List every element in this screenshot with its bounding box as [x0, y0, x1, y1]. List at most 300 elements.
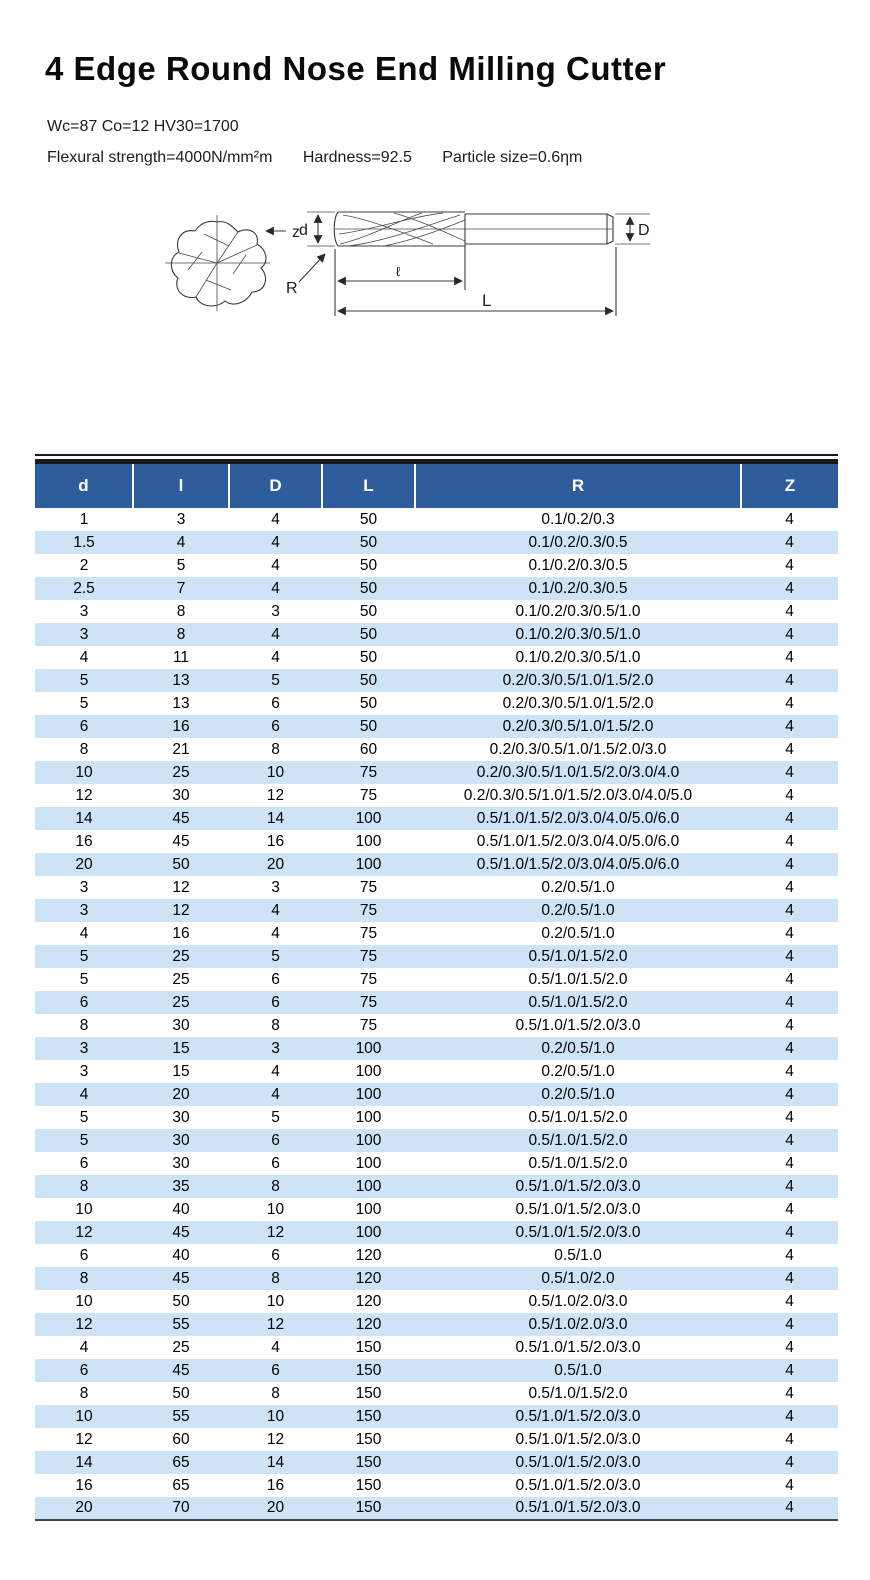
table-cell: 1: [79, 510, 89, 528]
table-cell: 0.1/0.2/0.3: [541, 510, 615, 528]
table-cell: 8: [271, 1177, 280, 1195]
end-mill-drawing: [160, 195, 680, 337]
column-header-D: D: [229, 464, 322, 508]
hardness-spec: Hardness=92.5: [302, 149, 412, 166]
table-cell: 21: [172, 740, 190, 758]
table-cell: 150: [355, 1430, 382, 1448]
table-cell: 4: [271, 648, 280, 666]
table-cell: 50: [359, 579, 378, 597]
table-cell: 50: [172, 1292, 190, 1310]
table-cell: 12: [75, 1315, 93, 1333]
table-row: [35, 945, 838, 968]
table-cell: 3: [271, 602, 280, 620]
table-cell: 75: [359, 878, 378, 896]
table-cell: 150: [355, 1338, 382, 1356]
flute-count-callout: [266, 224, 300, 241]
page-title: 4 Edge Round Nose End Milling Cutter: [45, 50, 667, 87]
table-cell: 4: [785, 878, 794, 896]
table-cell: 0.5/1.0/2.0: [541, 1269, 615, 1287]
table-cell: 16: [266, 1476, 285, 1494]
table-row: [35, 1152, 838, 1175]
table-cell: 150: [355, 1361, 382, 1379]
table-cell: 0.1/0.2/0.3/0.5/1.0: [515, 648, 641, 666]
table-cell: 4: [785, 556, 794, 574]
table-cell: 0.2/0.3/0.5/1.0/1.5/2.0/3.0: [489, 740, 667, 758]
table-cell: 150: [355, 1499, 382, 1517]
table-cell: 10: [266, 1200, 285, 1218]
dim-D: [615, 214, 650, 244]
table-cell: 100: [355, 1177, 382, 1195]
end-view: [165, 215, 270, 311]
table-cell: 25: [172, 970, 190, 988]
table-cell: 150: [355, 1407, 382, 1425]
table-cell: 14: [75, 1453, 93, 1471]
table-cell: 4: [785, 809, 794, 827]
table-cell: 0.2/0.5/1.0: [541, 1039, 615, 1057]
table-row: [35, 876, 838, 899]
table-cell: 120: [355, 1292, 382, 1310]
table-cell: 4: [176, 533, 186, 551]
material-specs: [47, 118, 870, 167]
table-cell: 6: [271, 1246, 280, 1264]
table-row: [35, 761, 838, 784]
table-cell: 4: [785, 1453, 794, 1471]
table-cell: 4: [785, 1223, 794, 1241]
table-row: [35, 1428, 838, 1451]
table-cell: 50: [172, 1384, 190, 1402]
table-cell: 0.5/1.0/1.5/2.0/3.0: [515, 1430, 641, 1448]
table-cell: 0.5/1.0/1.5/2.0: [528, 1131, 628, 1149]
column-header-R: R: [415, 464, 741, 508]
table-cell: 0.5/1.0: [554, 1246, 602, 1264]
table-cell: 100: [355, 1039, 382, 1057]
table-cell: 75: [359, 970, 378, 988]
table-row: [35, 968, 838, 991]
table-cell: 4: [271, 510, 280, 528]
flute-length-label: ℓ: [396, 264, 401, 279]
table-row: [35, 623, 838, 646]
table-cell: 7: [176, 579, 186, 597]
table-cell: 50: [359, 694, 378, 712]
table-cell: 100: [355, 1154, 382, 1172]
table-row: [35, 899, 838, 922]
table-cell: 3: [271, 878, 280, 896]
table-cell: 4: [271, 625, 280, 643]
table-row: [35, 1474, 838, 1497]
table-cell: 4: [785, 602, 794, 620]
table-row: [35, 508, 838, 531]
table-cell: 8: [176, 625, 186, 643]
table-cell: 8: [271, 1384, 280, 1402]
table-cell: 75: [359, 1016, 378, 1034]
table-cell: 60: [172, 1430, 190, 1448]
table-cell: 8: [79, 1177, 89, 1195]
table-cell: 50: [359, 648, 378, 666]
table-cell: 3: [271, 1039, 280, 1057]
dim-d: [299, 212, 335, 246]
table-cell: 4: [785, 1016, 794, 1034]
table-row: [35, 1037, 838, 1060]
table-cell: 150: [355, 1453, 382, 1471]
table-row: [35, 1175, 838, 1198]
table-cell: 3: [79, 1039, 89, 1057]
table-cell: 0.1/0.2/0.3/0.5: [528, 533, 628, 551]
table-cell: 8: [79, 740, 89, 758]
table-header-row: [35, 464, 838, 508]
table-row: [35, 830, 838, 853]
table-cell: 25: [172, 947, 190, 965]
table-cell: 4: [785, 1407, 794, 1425]
flexural-strength-spec: Flexural strength=4000N/mm²m: [47, 149, 273, 166]
table-cell: 4: [785, 1131, 794, 1149]
table-cell: 30: [172, 1131, 190, 1149]
table-cell: 10: [75, 1292, 93, 1310]
table-row: [35, 807, 838, 830]
table-cell: 50: [359, 556, 378, 574]
table-cell: 0.5/1.0/1.5/2.0/3.0: [515, 1200, 641, 1218]
table-cell: 30: [172, 1108, 190, 1126]
table-cell: 25: [172, 993, 190, 1011]
table-cell: 3: [79, 602, 89, 620]
table-row: [35, 1290, 838, 1313]
table-cell: 75: [359, 763, 378, 781]
table-cell: 50: [359, 717, 378, 735]
table-cell: 4: [785, 1246, 794, 1264]
table-cell: 40: [172, 1246, 190, 1264]
table-cell: 4: [785, 625, 794, 643]
table-cell: 8: [79, 1269, 89, 1287]
table-row: [35, 738, 838, 761]
table-cell: 4: [785, 510, 794, 528]
table-cell: 16: [266, 832, 285, 850]
table-cell: 0.2/0.3/0.5/1.0/1.5/2.0: [502, 671, 654, 689]
table-row: [35, 1405, 838, 1428]
table-cell: 8: [271, 740, 280, 758]
column-header-d: d: [35, 464, 133, 508]
table-cell: 1.5: [73, 533, 95, 551]
table-cell: 6: [79, 717, 89, 735]
table-cell: 14: [75, 809, 93, 827]
table-cell: 75: [359, 901, 378, 919]
table-cell: 4: [271, 533, 280, 551]
table-cell: 0.5/1.0/1.5/2.0/3.0: [515, 1407, 641, 1425]
table-cell: 8: [176, 602, 186, 620]
table-cell: 4: [79, 924, 89, 942]
table-cell: 16: [75, 1476, 93, 1494]
table-cell: 0.2/0.3/0.5/1.0/1.5/2.0/3.0/4.0: [476, 763, 680, 781]
table-row: [35, 1497, 838, 1520]
table-cell: 100: [355, 832, 382, 850]
table-cell: 15: [172, 1062, 190, 1080]
table-cell: 120: [355, 1246, 382, 1264]
table-cell: 4: [785, 763, 794, 781]
table-cell: 6: [271, 717, 280, 735]
table-cell: 100: [355, 809, 382, 827]
table-cell: 4: [785, 1039, 794, 1057]
table-cell: 0.5/1.0/1.5/2.0: [528, 1108, 628, 1126]
table-cell: 14: [266, 809, 285, 827]
table-cell: 30: [172, 1154, 190, 1172]
table-cell: 8: [271, 1016, 280, 1034]
table-cell: 0.5/1.0/1.5/2.0/3.0/4.0/5.0/6.0: [476, 832, 680, 850]
table-cell: 0.5/1.0/1.5/2.0: [528, 947, 628, 965]
table-cell: 65: [172, 1476, 190, 1494]
table-cell: 12: [75, 786, 93, 804]
table-cell: 0.2/0.3/0.5/1.0/1.5/2.0: [502, 694, 654, 712]
table-cell: 0.5/1.0/1.5/2.0/3.0/4.0/5.0/6.0: [476, 855, 680, 873]
table-cell: 5: [79, 1131, 89, 1149]
table-cell: 25: [172, 763, 190, 781]
table-cell: 8: [271, 1269, 280, 1287]
table-row: [35, 715, 838, 738]
table-cell: 0.5/1.0/1.5/2.0/3.0: [515, 1453, 641, 1471]
table-cell: 5: [79, 671, 89, 689]
table-cell: 50: [359, 510, 378, 528]
table-cell: 20: [75, 855, 93, 873]
R-label: R: [286, 280, 298, 297]
table-cell: 50: [359, 671, 378, 689]
table-cell: 4: [785, 648, 794, 666]
table-cell: 150: [355, 1384, 382, 1402]
table-row: [35, 1267, 838, 1290]
table-cell: 70: [172, 1499, 190, 1517]
table-cell: 0.2/0.3/0.5/1.0/1.5/2.0: [502, 717, 654, 735]
table-cell: 45: [172, 1269, 190, 1287]
table-cell: 65: [172, 1453, 190, 1471]
table-cell: 100: [355, 1062, 382, 1080]
column-header-Z: Z: [741, 464, 838, 508]
table-row: [35, 1382, 838, 1405]
table-cell: 4: [271, 579, 280, 597]
table-cell: 4: [785, 786, 794, 804]
table-cell: 10: [266, 1407, 285, 1425]
table-cell: 100: [355, 1200, 382, 1218]
dimension-table-section: [35, 454, 838, 1521]
table-cell: 6: [271, 970, 280, 988]
table-cell: 4: [785, 1430, 794, 1448]
table-cell: 4: [785, 924, 794, 942]
column-header-l: l: [133, 464, 229, 508]
table-cell: 120: [355, 1315, 382, 1333]
table-cell: 75: [359, 947, 378, 965]
table-cell: 4: [785, 947, 794, 965]
table-cell: 6: [79, 1154, 89, 1172]
table-cell: 20: [75, 1499, 93, 1517]
table-cell: 0.2/0.5/1.0: [541, 924, 615, 942]
table-cell: 0.5/1.0/2.0/3.0: [528, 1292, 628, 1310]
table-cell: 4: [785, 1200, 794, 1218]
table-row: [35, 1106, 838, 1129]
table-cell: 4: [785, 579, 794, 597]
table-row: [35, 1060, 838, 1083]
table-cell: 3: [79, 901, 89, 919]
table-cell: 16: [75, 832, 93, 850]
table-cell: 100: [355, 1108, 382, 1126]
table-cell: 75: [359, 924, 378, 942]
table-cell: 12: [172, 901, 190, 919]
table-cell: 8: [79, 1016, 89, 1034]
table-cell: 0.5/1.0/1.5/2.0/3.0: [515, 1177, 641, 1195]
table-cell: 0.2/0.5/1.0: [541, 1062, 615, 1080]
table-cell: 0.5/1.0/1.5/2.0: [528, 1154, 628, 1172]
table-row: [35, 1221, 838, 1244]
table-row: [35, 1129, 838, 1152]
table-cell: 3: [79, 625, 89, 643]
table-row: [35, 531, 838, 554]
table-cell: 4: [271, 1338, 280, 1356]
table-cell: 4: [271, 1062, 280, 1080]
table-cell: 0.1/0.2/0.3/0.5/1.0: [515, 625, 641, 643]
table-cell: 50: [172, 855, 190, 873]
table-cell: 4: [79, 1085, 89, 1103]
table-cell: 4: [785, 1269, 794, 1287]
table-cell: 100: [355, 855, 382, 873]
table-cell: 3: [79, 1062, 89, 1080]
table-cell: 12: [266, 786, 285, 804]
table-cell: 6: [271, 993, 280, 1011]
table-cell: 4: [785, 1476, 794, 1494]
table-cell: 3: [79, 878, 89, 896]
table-cell: 10: [75, 1407, 93, 1425]
table-cell: 4: [785, 1384, 794, 1402]
dim-R: [286, 254, 325, 297]
table-cell: 10: [75, 763, 93, 781]
d-label: d: [299, 222, 308, 239]
table-cell: 30: [172, 786, 190, 804]
table-row: [35, 1014, 838, 1037]
specs-line-2: [47, 149, 870, 167]
table-row: [35, 1244, 838, 1267]
table-cell: 0.5/1.0/1.5/2.0/3.0: [515, 1016, 641, 1034]
table-cell: 100: [355, 1085, 382, 1103]
table-cell: 20: [266, 1499, 285, 1517]
table-cell: 0.5/1.0/1.5/2.0: [528, 993, 628, 1011]
table-cell: 45: [172, 809, 190, 827]
table-row: [35, 554, 838, 577]
table-cell: 50: [359, 625, 378, 643]
table-cell: 0.5/1.0/1.5/2.0/3.0/4.0/5.0/6.0: [476, 809, 680, 827]
table-cell: 12: [75, 1430, 93, 1448]
table-row: [35, 669, 838, 692]
table-cell: 55: [172, 1407, 190, 1425]
table-cell: 5: [79, 694, 89, 712]
table-cell: 6: [79, 1361, 89, 1379]
table-cell: 3: [176, 510, 186, 528]
table-row: [35, 922, 838, 945]
table-cell: 4: [785, 740, 794, 758]
table-cell: 4: [785, 671, 794, 689]
table-cell: 5: [176, 556, 186, 574]
table-cell: 0.5/1.0/1.5/2.0: [528, 1384, 628, 1402]
table-cell: 12: [266, 1315, 285, 1333]
table-cell: 6: [271, 1131, 280, 1149]
table-cell: 6: [79, 1246, 89, 1264]
table-cell: 4: [79, 1338, 89, 1356]
table-cell: 4: [785, 1062, 794, 1080]
table-row: [35, 1313, 838, 1336]
particle-size-spec: Particle size=0.6ηm: [442, 149, 583, 166]
table-cell: 0.1/0.2/0.3/0.5: [528, 579, 628, 597]
table-cell: 4: [785, 1315, 794, 1333]
table-cell: 40: [172, 1200, 190, 1218]
table-cell: 150: [355, 1476, 382, 1494]
table-cell: 4: [79, 648, 89, 666]
table-cell: 2: [79, 556, 89, 574]
table-cell: 2.5: [73, 579, 95, 597]
table-cell: 30: [172, 1016, 190, 1034]
table-cell: 4: [785, 1154, 794, 1172]
table-cell: 0.1/0.2/0.3/0.5/1.0: [515, 602, 641, 620]
table-cell: 4: [785, 717, 794, 735]
table-cell: 12: [75, 1223, 93, 1241]
table-cell: 20: [172, 1085, 190, 1103]
table-cell: 13: [172, 694, 190, 712]
table-cell: 5: [79, 970, 89, 988]
table-cell: 4: [271, 556, 280, 574]
table-cell: 4: [271, 1085, 280, 1103]
dimension-table: [35, 464, 838, 1521]
side-view: [286, 212, 650, 316]
table-cell: 4: [785, 1499, 794, 1517]
table-cell: 4: [785, 1177, 794, 1195]
table-row: [35, 1198, 838, 1221]
table-cell: 0.5/1.0/1.5/2.0/3.0: [515, 1476, 641, 1494]
table-cell: 16: [172, 717, 190, 735]
table-cell: 0.2/0.3/0.5/1.0/1.5/2.0/3.0/4.0/5.0: [463, 786, 693, 804]
table-cell: 0.5/1.0/1.5/2.0: [528, 970, 628, 988]
technical-diagram: [160, 195, 680, 337]
table-cell: 4: [785, 970, 794, 988]
table-cell: 5: [271, 1108, 280, 1126]
table-row: [35, 1359, 838, 1382]
specs-line-1: Wc=87 Co=12 HV30=1700: [47, 118, 239, 135]
table-cell: 4: [271, 901, 280, 919]
table-row: [35, 1336, 838, 1359]
table-cell: 45: [172, 832, 190, 850]
table-cell: 0.5/1.0/1.5/2.0/3.0: [515, 1338, 641, 1356]
table-cell: 13: [172, 671, 190, 689]
table-cell: 55: [172, 1315, 190, 1333]
table-row: [35, 853, 838, 876]
table-cell: 100: [355, 1223, 382, 1241]
table-row: [35, 1451, 838, 1474]
table-cell: 4: [785, 1108, 794, 1126]
table-cell: 60: [359, 740, 378, 758]
table-cell: 0.5/1.0: [554, 1361, 602, 1379]
table-cell: 5: [271, 947, 280, 965]
table-cell: 4: [785, 1338, 794, 1356]
table-cell: 4: [785, 832, 794, 850]
table-cell: 4: [785, 855, 794, 873]
table-cell: 4: [271, 924, 280, 942]
table-cell: 12: [172, 878, 190, 896]
table-row: [35, 784, 838, 807]
table-cell: 12: [266, 1430, 285, 1448]
table-cell: 6: [271, 694, 280, 712]
table-cell: 45: [172, 1223, 190, 1241]
table-cell: 4: [785, 533, 794, 551]
table-cell: 4: [785, 694, 794, 712]
table-cell: 100: [355, 1131, 382, 1149]
table-head: [35, 464, 838, 508]
table-cell: 35: [172, 1177, 190, 1195]
table-row: [35, 646, 838, 669]
table-cell: 10: [266, 763, 285, 781]
table-cell: 6: [271, 1154, 280, 1172]
table-cell: 0.2/0.5/1.0: [541, 878, 615, 896]
table-cell: 75: [359, 993, 378, 1011]
table-body: [35, 508, 838, 1520]
